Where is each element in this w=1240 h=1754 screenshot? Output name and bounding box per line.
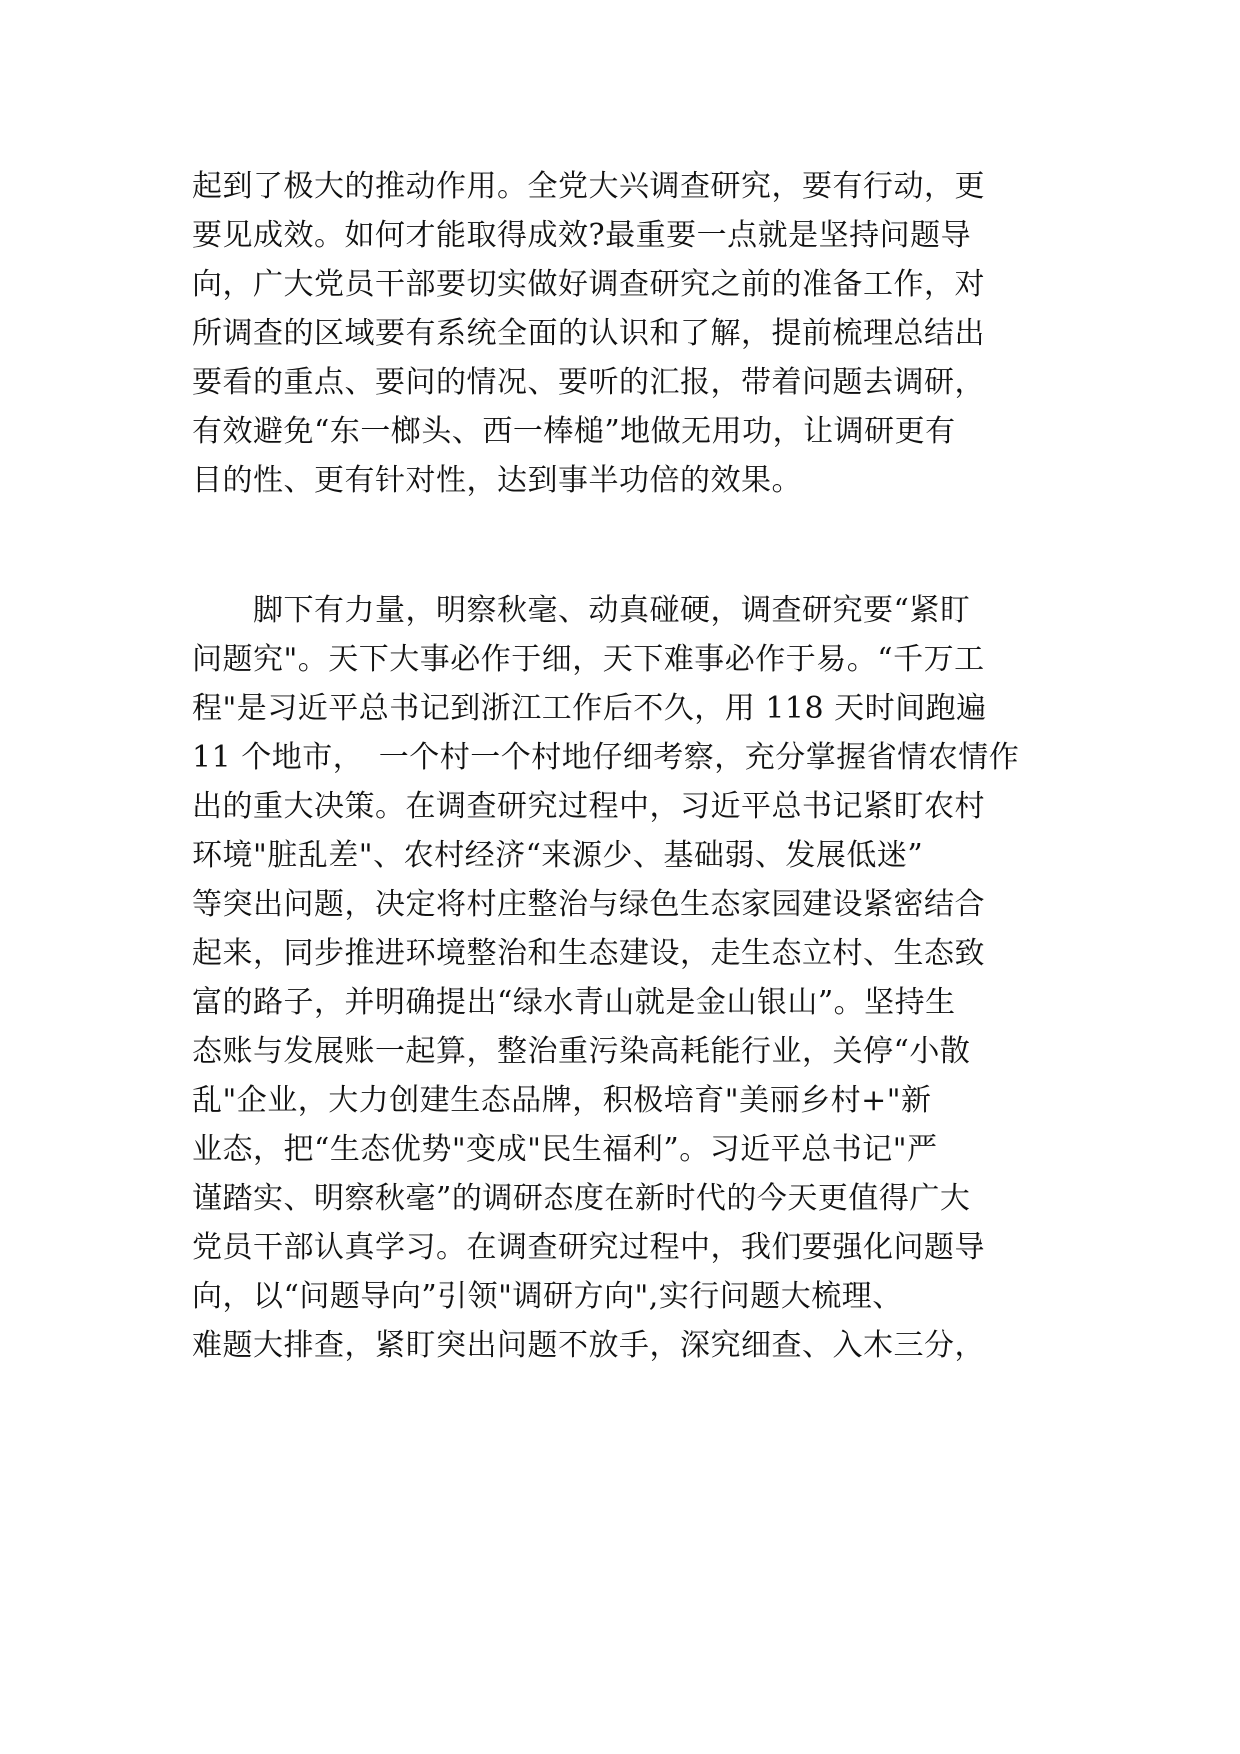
- text-line: 业态，把“生态优势"变成"民生福利”。习近平总书记"严: [192, 1132, 938, 1167]
- text-line: 脚下有力量，明察秋毫、动真碰硬，调查研究要“紧盯: [192, 593, 971, 628]
- text-line: 所调查的区域要有系统全面的认识和了解，提前梳理总结出: [192, 316, 985, 351]
- text-line: 向，广大党员干部要切实做好调查研究之前的准备工作，对: [192, 267, 985, 302]
- text-line: 起来，同步推进环境整治和生态建设，走生态立村、生态致: [192, 936, 985, 971]
- text-line: [192, 1370, 1072, 1419]
- text-line: 等突出问题，决定将村庄整治与绿色生态家园建设紧密结合: [192, 887, 985, 922]
- text-line: 程"是习近平总书记到浙江工作后不久，用 118 天时间跑遍: [192, 691, 987, 726]
- text-line: 党员干部认真学习。在调查研究过程中，我们要强化问题导: [192, 1230, 985, 1265]
- text-line: 难题大排查，紧盯突出问题不放手，深究细查、入木三分，: [192, 1328, 985, 1363]
- text-line: 有效避免“东一榔头、西一棒槌”地做无用功，让调研更有: [192, 414, 956, 449]
- text-line: 要见成效。如何才能取得成效?最重要一点就是坚持问题导: [192, 218, 972, 253]
- text-line: 问题究"。天下大事必作于细，天下难事必作于易。“千万工: [192, 642, 985, 677]
- text-line: 目的性、更有针对性，达到事半功倍的效果。: [192, 463, 802, 498]
- text-line: 起到了极大的推动作用。全党大兴调查研究，要有行动，更: [192, 169, 985, 204]
- text-line: 富的路子，并明确提出“绿水青山就是金山银山”。坚持生: [192, 985, 956, 1020]
- paragraph-1: [192, 162, 1072, 505]
- text-line: 向，以“问题导向”引领"调研方向",实行问题大梳理、: [192, 1279, 903, 1314]
- text-line: 乱"企业，大力创建生态品牌，积极培育"美丽乡村+"新: [192, 1083, 932, 1118]
- text-line: 态账与发展账一起算，整治重污染高耗能行业，关停“小散: [192, 1034, 971, 1069]
- text-line: 环境"脏乱差"、农村经济“来源少、基础弱、发展低迷”: [192, 838, 924, 873]
- text-line: 11 个地市， 一个村一个村地仔细考察，充分掌握省情农情作: [192, 740, 1020, 775]
- text-line: 谨踏实、明察秋毫”的调研态度在新时代的今天更值得广大: [192, 1181, 971, 1216]
- text-line: 要看的重点、要问的情况、要听的汇报，带着问题去调研，: [192, 365, 985, 400]
- text-line: 出的重大决策。在调查研究过程中，习近平总书记紧盯农村: [192, 789, 985, 824]
- paragraph-2: [192, 586, 1072, 1419]
